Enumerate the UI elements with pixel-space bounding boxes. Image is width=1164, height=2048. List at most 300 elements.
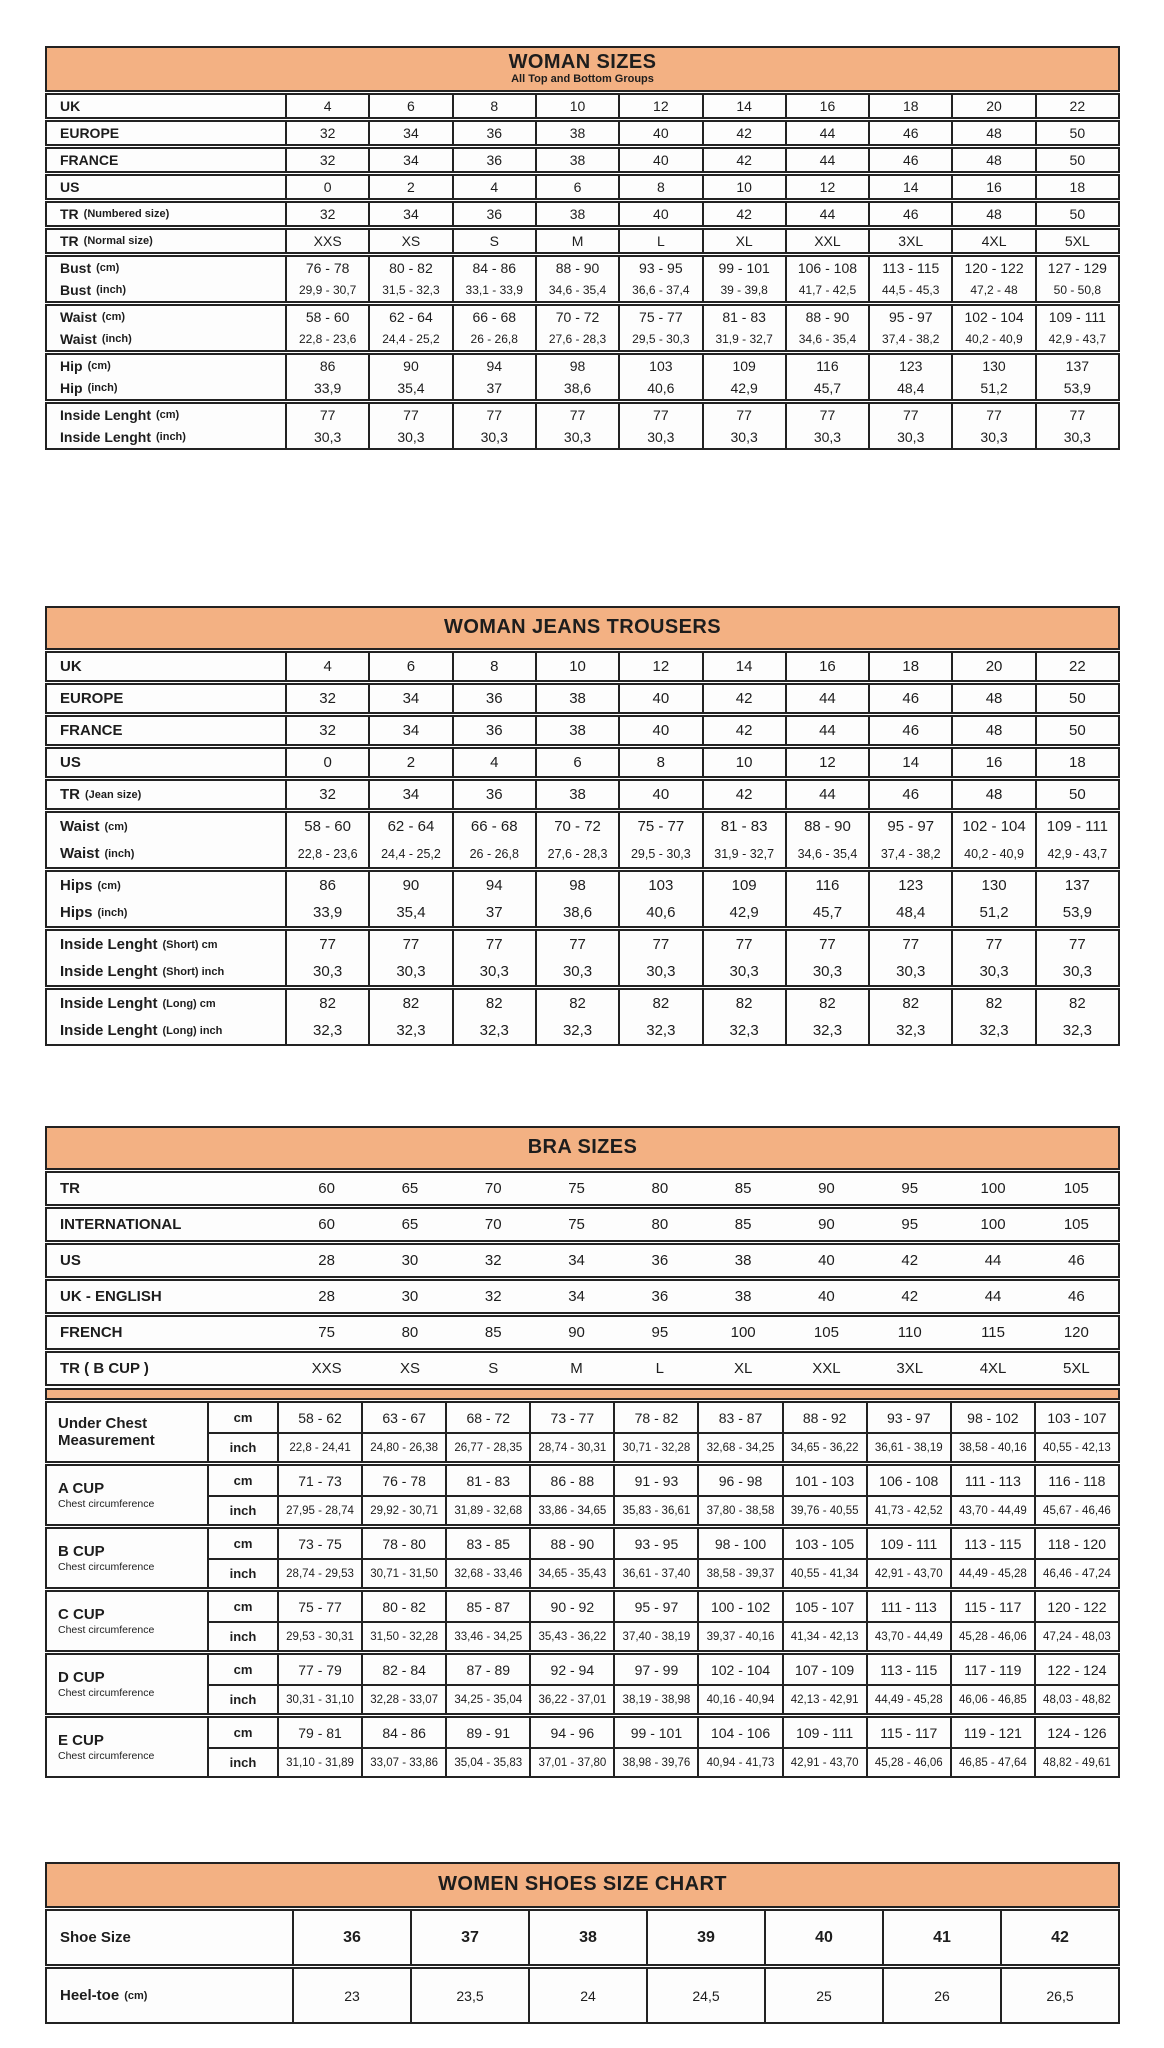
value-cell: 81 - 83 <box>702 306 785 328</box>
value-cell: 32,3 <box>951 1017 1034 1044</box>
value-cell: 30,3 <box>368 958 451 985</box>
value-cell: 30,3 <box>618 426 701 448</box>
value-cell: 106 - 108 <box>866 1466 950 1495</box>
value-cell: 28,74 - 29,53 <box>277 1558 361 1587</box>
value-cell: 111 - 113 <box>866 1592 950 1621</box>
table-row <box>47 958 1118 985</box>
value-cell: 32,68 - 34,25 <box>697 1432 781 1461</box>
table-row <box>47 840 1118 867</box>
value-cell: 30,3 <box>285 426 368 448</box>
row-label <box>47 1281 285 1312</box>
value-cell: 0 <box>285 176 368 198</box>
value-cell: 48 <box>951 717 1034 744</box>
row-label-note: (Jean size) <box>85 788 142 801</box>
value-cell: 75 <box>568 1216 585 1233</box>
value-cell: 36,61 - 38,19 <box>866 1432 950 1461</box>
value-cell: 30,3 <box>535 426 618 448</box>
row-label-text: US <box>60 1252 81 1269</box>
value-cell: 46 <box>868 781 951 808</box>
value-cell: 90 <box>368 872 451 899</box>
value-cell: 84 - 86 <box>361 1718 445 1747</box>
value-cell: 14 <box>868 749 951 776</box>
value-cell: 18 <box>1035 749 1118 776</box>
table-row <box>47 872 1118 899</box>
row-label-text: Inside Lenght <box>60 429 151 445</box>
value-cell: 42,9 <box>702 377 785 399</box>
value-cell: 38 <box>535 717 618 744</box>
value-cell: 42 <box>702 717 785 744</box>
value-cell: 40,6 <box>618 377 701 399</box>
value-cell: 77 <box>785 404 868 426</box>
value-cell: 137 <box>1035 872 1118 899</box>
value-cell: 102 - 104 <box>951 306 1034 328</box>
row-group <box>45 1207 1120 1242</box>
value-cell: 98 - 100 <box>697 1529 781 1558</box>
value-cell: 87 - 89 <box>445 1655 529 1684</box>
value-cell: 47,24 - 48,03 <box>1034 1621 1118 1650</box>
value-cell: 40,55 - 41,34 <box>782 1558 866 1587</box>
value-cell: 30,3 <box>785 426 868 448</box>
value-cell: 77 <box>951 404 1034 426</box>
value-cell: 106 - 108 <box>785 257 868 279</box>
cup-label-subtext: Chest circumference <box>58 1749 155 1762</box>
value-cell: XXS <box>285 230 368 252</box>
value-cell: 34 <box>368 685 451 712</box>
value-cell: 4 <box>452 176 535 198</box>
value-cell: 36 <box>452 149 535 171</box>
row-label <box>47 1969 292 2022</box>
value-cell: 82 <box>452 990 535 1017</box>
row-label-note: (inch) <box>104 847 135 860</box>
value-cell: 32,3 <box>1035 1017 1118 1044</box>
value-cell: 2 <box>368 176 451 198</box>
row-label <box>47 990 285 1017</box>
value-cell: 35,04 - 35,83 <box>445 1747 529 1776</box>
value-cell: 31,9 - 32,7 <box>702 840 785 867</box>
value-cell: 30,3 <box>951 958 1034 985</box>
value-cell: 115 - 117 <box>950 1592 1034 1621</box>
row-label-text: Inside Lenght <box>60 1022 158 1039</box>
value-cell: 38 <box>528 1911 646 1964</box>
value-cell: 44 <box>785 122 868 144</box>
value-cell: 124 - 126 <box>1034 1718 1118 1747</box>
value-cell: 65 <box>401 1216 419 1233</box>
value-cell: 34 <box>568 1288 585 1305</box>
value-cell: 130 <box>951 872 1034 899</box>
row-label <box>47 899 285 926</box>
value-cell: 85 <box>734 1216 752 1233</box>
row-label-note: (Long) inch <box>162 1024 223 1037</box>
value-cell: 109 <box>702 872 785 899</box>
row-group <box>45 870 1120 928</box>
row-label-note: (inch) <box>87 382 118 394</box>
value-cell: 24 <box>528 1969 646 2022</box>
value-cell: 76 - 78 <box>285 257 368 279</box>
row-group <box>45 353 1120 401</box>
women-shoes-size-table <box>45 1862 1120 2024</box>
value-cell: 42 <box>901 1288 919 1305</box>
value-cell: 118 - 120 <box>1034 1529 1118 1558</box>
value-cell: 2 <box>368 749 451 776</box>
value-cell: 109 - 111 <box>782 1718 866 1747</box>
row-group <box>45 779 1120 810</box>
value-cell: 28,74 - 30,31 <box>529 1432 613 1461</box>
value-cell: 38 <box>535 122 618 144</box>
value-cell: 82 - 84 <box>361 1655 445 1684</box>
value-cell: 77 <box>618 931 701 958</box>
row-label-text: EUROPE <box>60 125 120 141</box>
value-cell: 44 <box>984 1252 1002 1269</box>
table-header <box>45 1126 1120 1170</box>
value-cell: 82 <box>535 990 618 1017</box>
value-cell: 36 <box>452 203 535 225</box>
row-group <box>45 811 1120 869</box>
row-group <box>45 1909 1120 1966</box>
value-cell: 26,5 <box>1000 1969 1118 2022</box>
row-label-text: FRENCH <box>60 1324 123 1341</box>
value-cell: 18 <box>1035 176 1118 198</box>
cup-label <box>47 1529 207 1587</box>
value-cell: 96 - 98 <box>697 1466 781 1495</box>
value-cell: 33,46 - 34,25 <box>445 1621 529 1650</box>
value-cell: 127 - 129 <box>1035 257 1118 279</box>
value-cell: 83 - 87 <box>697 1403 781 1432</box>
value-cell: 32,3 <box>785 1017 868 1044</box>
row-label-note: (Short) cm <box>162 938 218 951</box>
value-cell: 34,6 - 35,4 <box>785 328 868 350</box>
value-cell: 50 <box>1035 781 1118 808</box>
value-cell: 88 - 92 <box>782 1403 866 1432</box>
value-cell: 38 <box>535 781 618 808</box>
value-cell: 98 <box>535 355 618 377</box>
value-cell: 36 <box>651 1252 669 1269</box>
value-cell: 30,3 <box>868 426 951 448</box>
table-row <box>47 1911 1118 1964</box>
value-cell: 14 <box>702 95 785 117</box>
row-label-note: (cm) <box>156 409 180 421</box>
value-cell: 4XL <box>979 1360 1007 1377</box>
value-cell: 33,1 - 33,9 <box>452 279 535 301</box>
value-cell: 24,4 - 25,2 <box>368 328 451 350</box>
value-cell: 40,94 - 41,73 <box>697 1747 781 1776</box>
value-cell: 43,70 - 44,49 <box>866 1621 950 1650</box>
value-cell: 95 <box>651 1324 669 1341</box>
value-cell: 44 <box>984 1288 1002 1305</box>
value-cell: 26 - 26,8 <box>452 840 535 867</box>
value-cell: 117 - 119 <box>950 1655 1034 1684</box>
value-cell: 30,3 <box>1035 426 1118 448</box>
unit-cell: cm <box>207 1655 277 1684</box>
value-cell: 16 <box>785 653 868 680</box>
cup-label <box>47 1592 207 1650</box>
value-cell: 32,3 <box>618 1017 701 1044</box>
row-label <box>47 781 285 808</box>
table-row <box>47 717 1118 744</box>
value-cell: 51,2 <box>951 377 1034 399</box>
value-cell: 36,6 - 37,4 <box>618 279 701 301</box>
value-cell: 36,61 - 37,40 <box>613 1558 697 1587</box>
value-cell: 37,80 - 38,58 <box>697 1495 781 1524</box>
table-row <box>47 306 1118 328</box>
table-title: WOMEN SHOES SIZE CHART <box>438 1873 727 1896</box>
value-cell: 42,91 - 43,70 <box>782 1747 866 1776</box>
bra-cup-measurement-table <box>45 1388 1120 1778</box>
row-group <box>45 1351 1120 1386</box>
value-cell: 30,3 <box>452 958 535 985</box>
table-row <box>47 931 1118 958</box>
row-label <box>47 685 285 712</box>
value-cell: 35,43 - 36,22 <box>529 1621 613 1650</box>
value-cell: 34,25 - 35,04 <box>445 1684 529 1713</box>
value-cell: 32 <box>285 781 368 808</box>
value-cell: 14 <box>702 653 785 680</box>
value-cell: 98 <box>535 872 618 899</box>
value-cell: M <box>535 230 618 252</box>
row-label-text: US <box>60 179 80 195</box>
value-cell: 94 <box>452 872 535 899</box>
value-cell: 40,2 - 40,9 <box>951 840 1034 867</box>
row-label-note: (cm) <box>101 311 126 323</box>
value-cell: 36 <box>452 717 535 744</box>
value-cell: 37,40 - 38,19 <box>613 1621 697 1650</box>
value-cell: 78 - 82 <box>613 1403 697 1432</box>
row-label-text: Bust <box>60 282 92 298</box>
cup-label-subtext: Chest circumference <box>58 1560 155 1573</box>
cup-row-group <box>45 1401 1120 1463</box>
value-cell: 65 <box>401 1180 419 1197</box>
value-cell: 75 - 77 <box>618 813 701 840</box>
value-cell: 12 <box>618 95 701 117</box>
cup-label-subtext: Chest circumference <box>58 1497 155 1510</box>
value-cell: 22,8 - 23,6 <box>285 840 368 867</box>
value-cell: 82 <box>785 990 868 1017</box>
value-cell: 40,55 - 42,13 <box>1034 1432 1118 1461</box>
value-cell: 100 <box>980 1216 1006 1233</box>
value-cell: 6 <box>535 749 618 776</box>
row-label-note: (Short) inch <box>162 965 225 978</box>
value-cell: 38 <box>535 149 618 171</box>
value-cell: 35,83 - 36,61 <box>613 1495 697 1524</box>
value-cell: 105 <box>813 1324 839 1341</box>
value-cell: 30,3 <box>452 426 535 448</box>
value-cell: 80 - 82 <box>361 1592 445 1621</box>
value-cell: 80 <box>401 1324 419 1341</box>
table-row <box>47 95 1118 117</box>
row-label <box>47 95 285 117</box>
value-cell: 77 <box>535 931 618 958</box>
row-label-text: Bust <box>60 260 92 276</box>
value-cell: 3XL <box>896 1360 924 1377</box>
bra-sizes-table <box>45 1126 1120 1386</box>
value-cell: 68 - 72 <box>445 1403 529 1432</box>
value-cell: 24,80 - 26,38 <box>361 1432 445 1461</box>
value-cell: 29,9 - 30,7 <box>285 279 368 301</box>
row-label-text: EUROPE <box>60 690 124 707</box>
value-cell: 39 <box>646 1911 764 1964</box>
row-label-text: Waist <box>60 309 97 325</box>
value-cell: 38,6 <box>535 899 618 926</box>
value-cell: XS <box>368 230 451 252</box>
value-cell: 90 <box>568 1324 585 1341</box>
table-row <box>47 377 1118 399</box>
value-cell: 33,07 - 33,86 <box>361 1747 445 1776</box>
cup-row-group <box>45 1653 1120 1715</box>
row-label <box>47 426 285 448</box>
value-cell: 109 - 111 <box>1035 306 1118 328</box>
value-cell: 85 <box>734 1180 752 1197</box>
cup-label-subtext: Chest circumference <box>58 1623 155 1636</box>
row-label <box>47 176 285 198</box>
row-label-text: FRANCE <box>60 152 119 168</box>
value-cell: 8 <box>618 176 701 198</box>
value-cell: 37,4 - 38,2 <box>868 328 951 350</box>
value-cell: 88 - 90 <box>535 257 618 279</box>
unit-cell: cm <box>207 1592 277 1621</box>
value-cell: 34,6 - 35,4 <box>785 840 868 867</box>
row-label-text: Inside Lenght <box>60 963 158 980</box>
value-cell: 53,9 <box>1035 899 1118 926</box>
value-cell: 32,3 <box>868 1017 951 1044</box>
value-cell: 46 <box>868 685 951 712</box>
value-cell: 100 <box>730 1324 756 1341</box>
value-cell: 77 <box>285 404 368 426</box>
value-cell: 82 <box>368 990 451 1017</box>
value-cell: 77 <box>368 404 451 426</box>
value-cell: 35,4 <box>368 899 451 926</box>
row-group <box>45 683 1120 714</box>
value-cell: 24,4 - 25,2 <box>368 840 451 867</box>
value-cell: 102 - 104 <box>951 813 1034 840</box>
value-cell: 37,01 - 37,80 <box>529 1747 613 1776</box>
row-label <box>47 717 285 744</box>
value-cell: 32 <box>285 203 368 225</box>
row-label-text: FRANCE <box>60 722 123 739</box>
value-cell: 39 - 39,8 <box>702 279 785 301</box>
value-cell: 30,31 - 31,10 <box>277 1684 361 1713</box>
row-group <box>45 1315 1120 1350</box>
value-cell: 8 <box>618 749 701 776</box>
row-label <box>47 1353 285 1384</box>
value-cell: 111 - 113 <box>950 1466 1034 1495</box>
value-cell: 6 <box>368 653 451 680</box>
value-cell: 122 - 124 <box>1034 1655 1118 1684</box>
row-label-text: UK <box>60 658 82 675</box>
value-cell: XXS <box>311 1360 342 1377</box>
row-label-text: US <box>60 754 81 771</box>
value-cell: 120 <box>1063 1324 1089 1341</box>
value-cell: 95 - 97 <box>613 1592 697 1621</box>
value-cell: 85 <box>484 1324 502 1341</box>
row-label-text: TR <box>60 206 79 222</box>
value-cell: 3XL <box>868 230 951 252</box>
cup-row-group <box>45 1716 1120 1778</box>
value-cell: 46 <box>868 203 951 225</box>
value-cell: 93 - 95 <box>613 1529 697 1558</box>
row-label-text: INTERNATIONAL <box>60 1216 182 1233</box>
value-cell: 95 - 97 <box>868 306 951 328</box>
value-cell: 35,4 <box>368 377 451 399</box>
value-cell: 113 - 115 <box>866 1655 950 1684</box>
value-cell: 40 <box>618 149 701 171</box>
value-cell: 5XL <box>1035 230 1118 252</box>
value-cell: 39,37 - 40,16 <box>697 1621 781 1650</box>
value-cell: 16 <box>951 749 1034 776</box>
value-cell: S <box>452 230 535 252</box>
row-label <box>47 257 285 279</box>
value-cell: 81 - 83 <box>702 813 785 840</box>
value-cell: 22,8 - 24,41 <box>277 1432 361 1461</box>
value-cell: M <box>570 1360 583 1377</box>
value-cell: 20 <box>951 653 1034 680</box>
value-cell: 88 - 90 <box>529 1529 613 1558</box>
row-label <box>47 749 285 776</box>
value-cell: 30,3 <box>785 958 868 985</box>
value-cell: 82 <box>702 990 785 1017</box>
value-cell: 42,9 - 43,7 <box>1035 840 1118 867</box>
value-cell: 36 <box>292 1911 410 1964</box>
row-group <box>45 93 1120 119</box>
value-cell: 58 - 60 <box>285 813 368 840</box>
value-cell: 38,98 - 39,76 <box>613 1747 697 1776</box>
value-cell: 30,3 <box>618 958 701 985</box>
value-cell: 86 <box>285 872 368 899</box>
row-label <box>47 122 285 144</box>
value-cell: 46,46 - 47,24 <box>1034 1558 1118 1587</box>
value-cell: 77 <box>785 931 868 958</box>
value-cell: 95 - 97 <box>868 813 951 840</box>
value-cell: 24,5 <box>646 1969 764 2022</box>
row-label <box>47 653 285 680</box>
value-cell: 70 - 72 <box>535 813 618 840</box>
value-cell: 80 <box>651 1180 669 1197</box>
value-cell: 83 - 85 <box>445 1529 529 1558</box>
value-cell: 37 <box>452 377 535 399</box>
value-cell: 82 <box>285 990 368 1017</box>
value-cell: 22 <box>1035 95 1118 117</box>
row-label-text: Hip <box>60 380 83 396</box>
value-cell: 70 <box>484 1216 502 1233</box>
cup-label-text: B CUP <box>58 1543 105 1561</box>
value-cell: 41,73 - 42,52 <box>866 1495 950 1524</box>
value-cell: 90 - 92 <box>529 1592 613 1621</box>
value-cell: 92 - 94 <box>529 1655 613 1684</box>
row-label <box>47 230 285 252</box>
cup-label <box>47 1718 207 1776</box>
value-cell: XL <box>733 1360 753 1377</box>
value-cell: 27,6 - 28,3 <box>535 328 618 350</box>
value-cell: 66 - 68 <box>452 306 535 328</box>
value-cell: 41,7 - 42,5 <box>785 279 868 301</box>
value-cell: 12 <box>785 176 868 198</box>
table-row <box>47 1209 1118 1240</box>
value-cell: 105 <box>1063 1180 1089 1197</box>
value-cell: 32,3 <box>368 1017 451 1044</box>
value-cell: 62 - 64 <box>368 306 451 328</box>
cup-label <box>47 1466 207 1524</box>
row-label <box>47 203 285 225</box>
value-cell: 93 - 97 <box>866 1403 950 1432</box>
value-cell: 103 - 107 <box>1034 1403 1118 1432</box>
value-cell: 39,76 - 40,55 <box>782 1495 866 1524</box>
unit-cell: cm <box>207 1718 277 1747</box>
value-cell: 0 <box>285 749 368 776</box>
value-cell: 107 - 109 <box>782 1655 866 1684</box>
value-cell: 40,2 - 40,9 <box>951 328 1034 350</box>
value-cell: 40 <box>618 122 701 144</box>
woman-jeans-trousers-table <box>45 606 1120 1046</box>
value-cell: 26 - 26,8 <box>452 328 535 350</box>
value-cell: 34 <box>368 203 451 225</box>
